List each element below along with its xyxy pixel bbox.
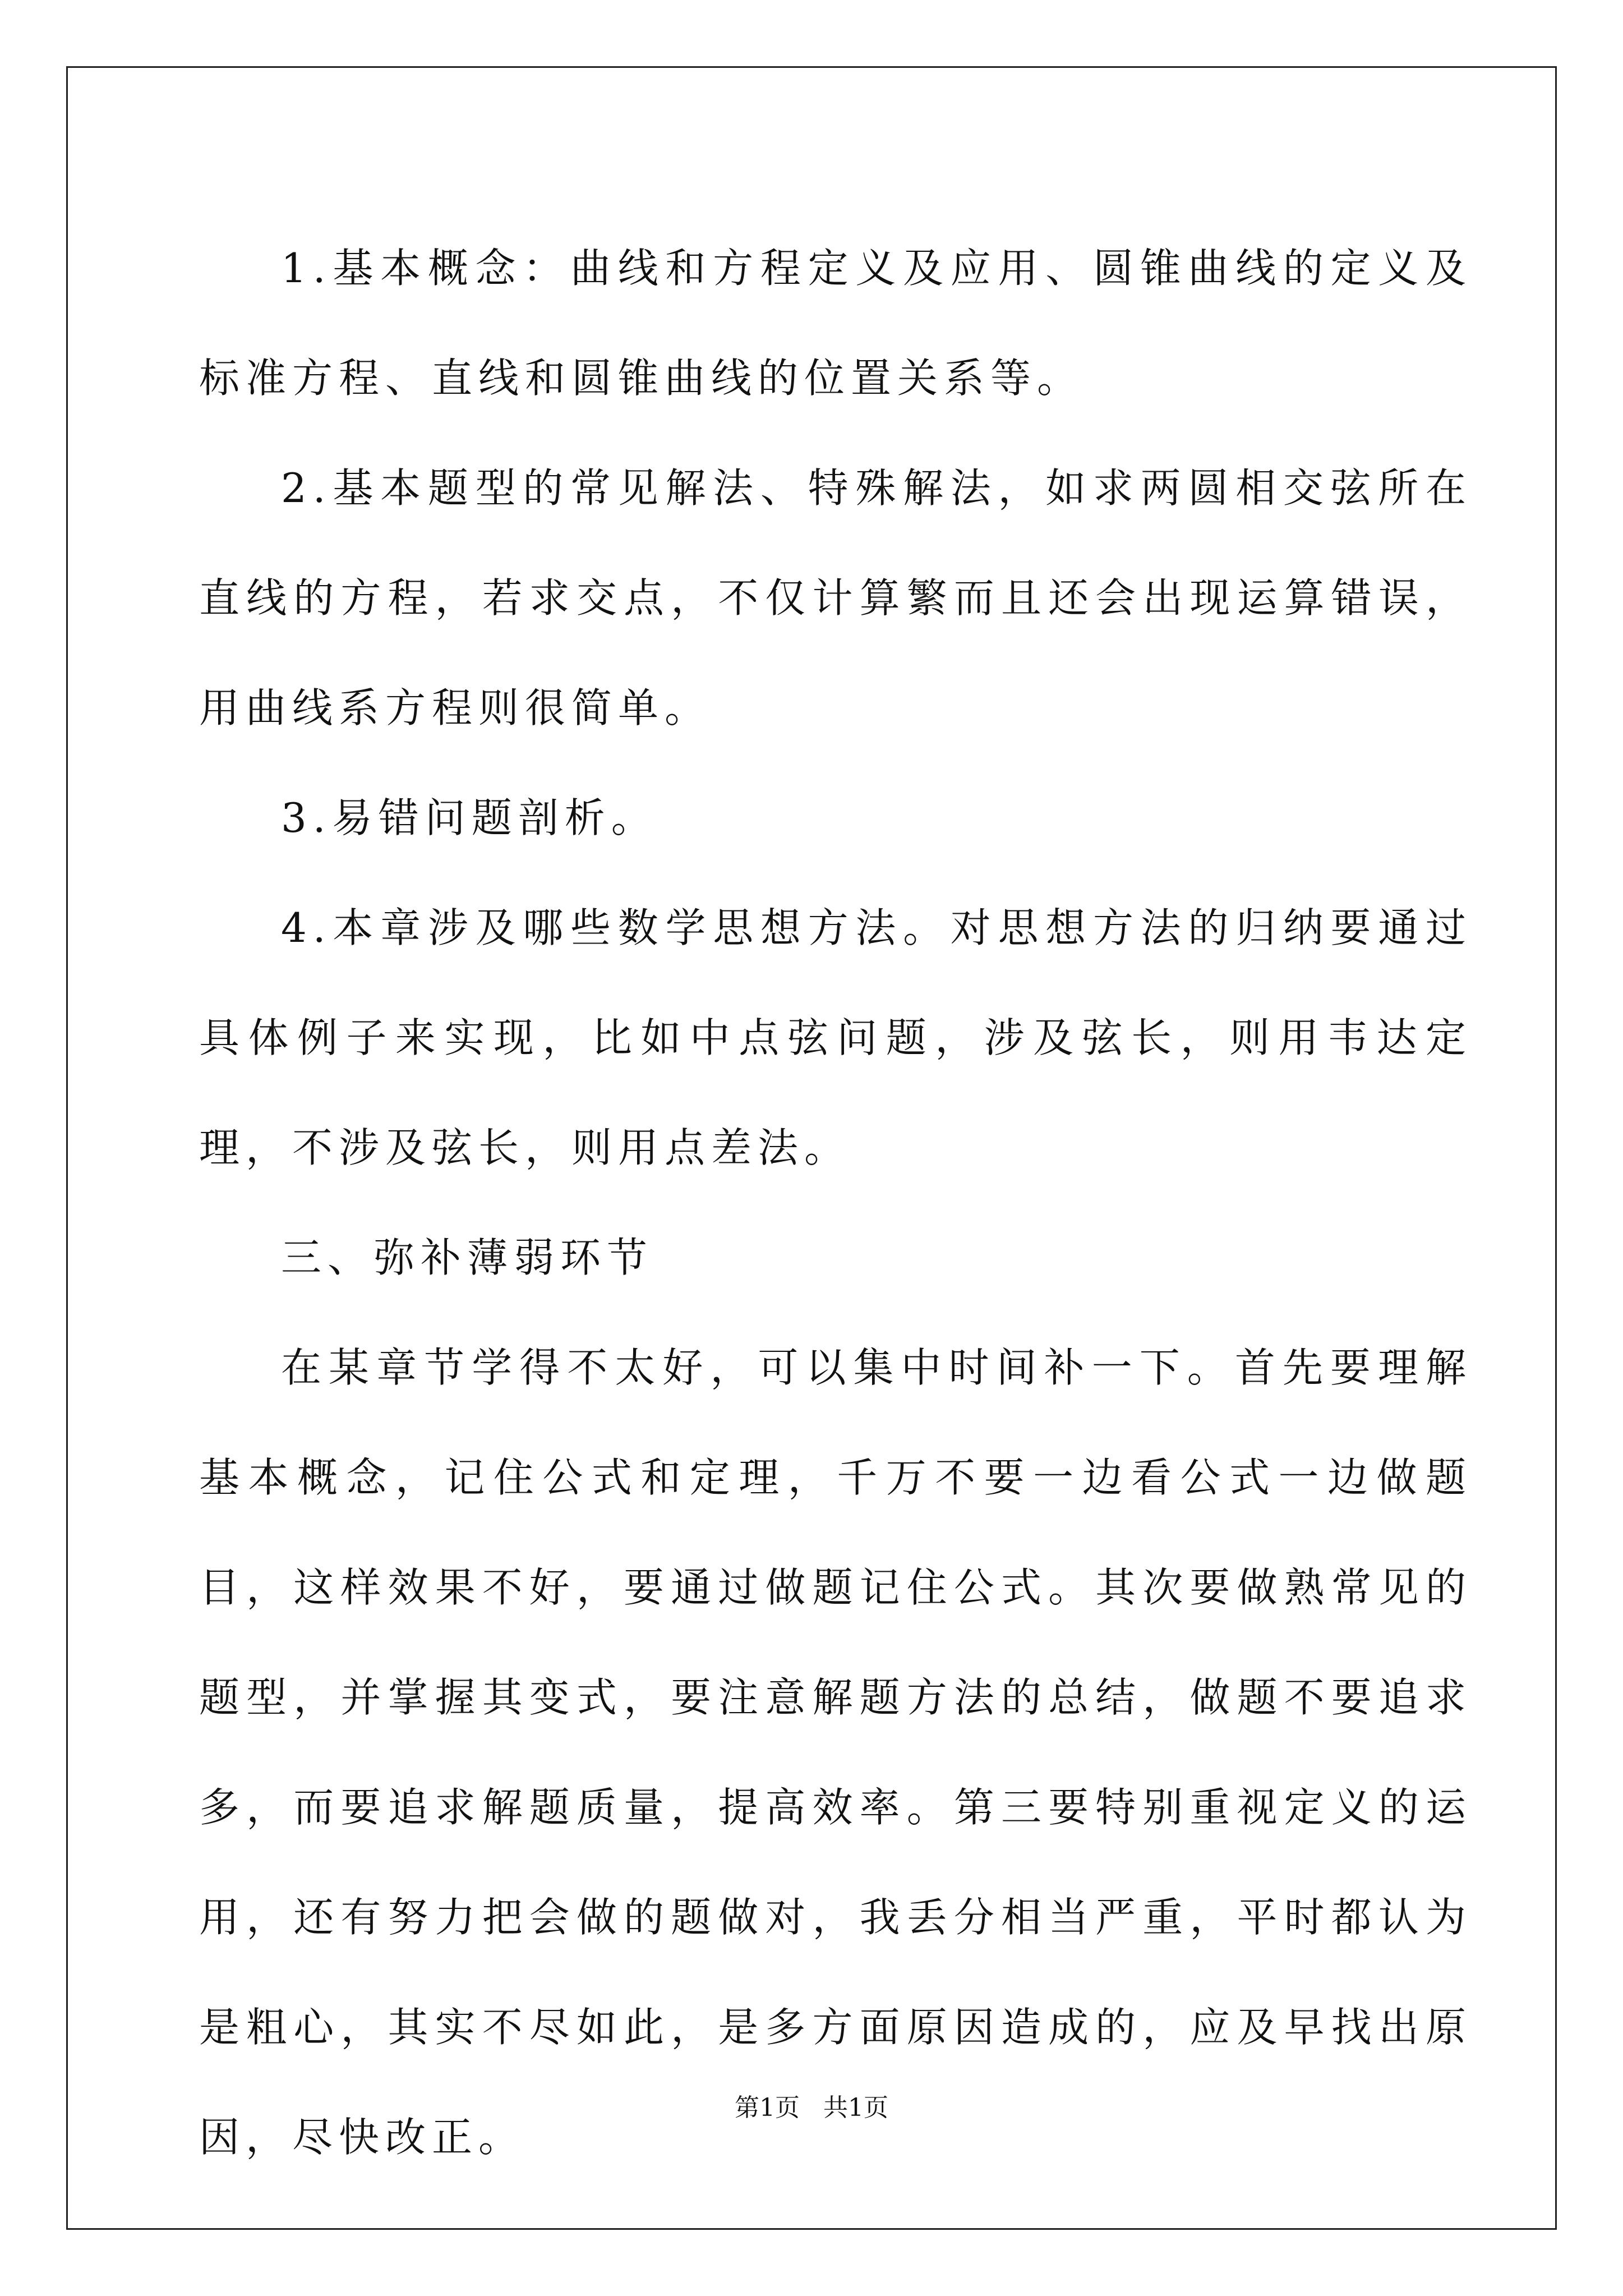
paragraph-weak-links-advice: 在某章节学得不太好，可以集中时间补一下。首先要理解基本概念，记住公式和定理，千万不要一边看公式一边做题目，这样效果不好，要通过做题记住公式。其次要做熟常见的题型，并掌握其变式，要注意解题方法的总结，做题不要追求多，而要追求解题质量，提高效率。第三要特别重视定义的运用，还有努力把会做的题做对，我丢分相当严重，平时都认为是粗心，其实不尽如此，是多方面原因造成的，应及早找出原因，尽快改正。 xyxy=(199,1344,1472,2161)
paragraph-problem-types: 2.基本题型的常见解法、特殊解法，如求两圆相交弦所在直线的方程，若求交点，不仅计算繁而且还会出现运算错误，用曲线系方程则很简单。 xyxy=(199,464,1472,731)
section-heading-weak-links: 三、弥补薄弱环节 xyxy=(281,1234,654,1281)
document-body xyxy=(199,213,1472,2192)
paragraph-error-analysis: 3.易错问题剖析。 xyxy=(281,794,658,841)
paragraph-math-methods: 4.本章涉及哪些数学思想方法。对思想方法的归纳要通过具体例子来实现，比如中点弦问题，涉及弦长，则用韦达定理，不涉及弦长，则用点差法。 xyxy=(199,904,1472,1171)
paragraph-basic-concepts: 1.基本概念：曲线和方程定义及应用、圆锥曲线的定义及标准方程、直线和圆锥曲线的位置关系等。 xyxy=(199,245,1472,402)
page-number-footer: 第1页 共1页 xyxy=(735,2093,888,2122)
